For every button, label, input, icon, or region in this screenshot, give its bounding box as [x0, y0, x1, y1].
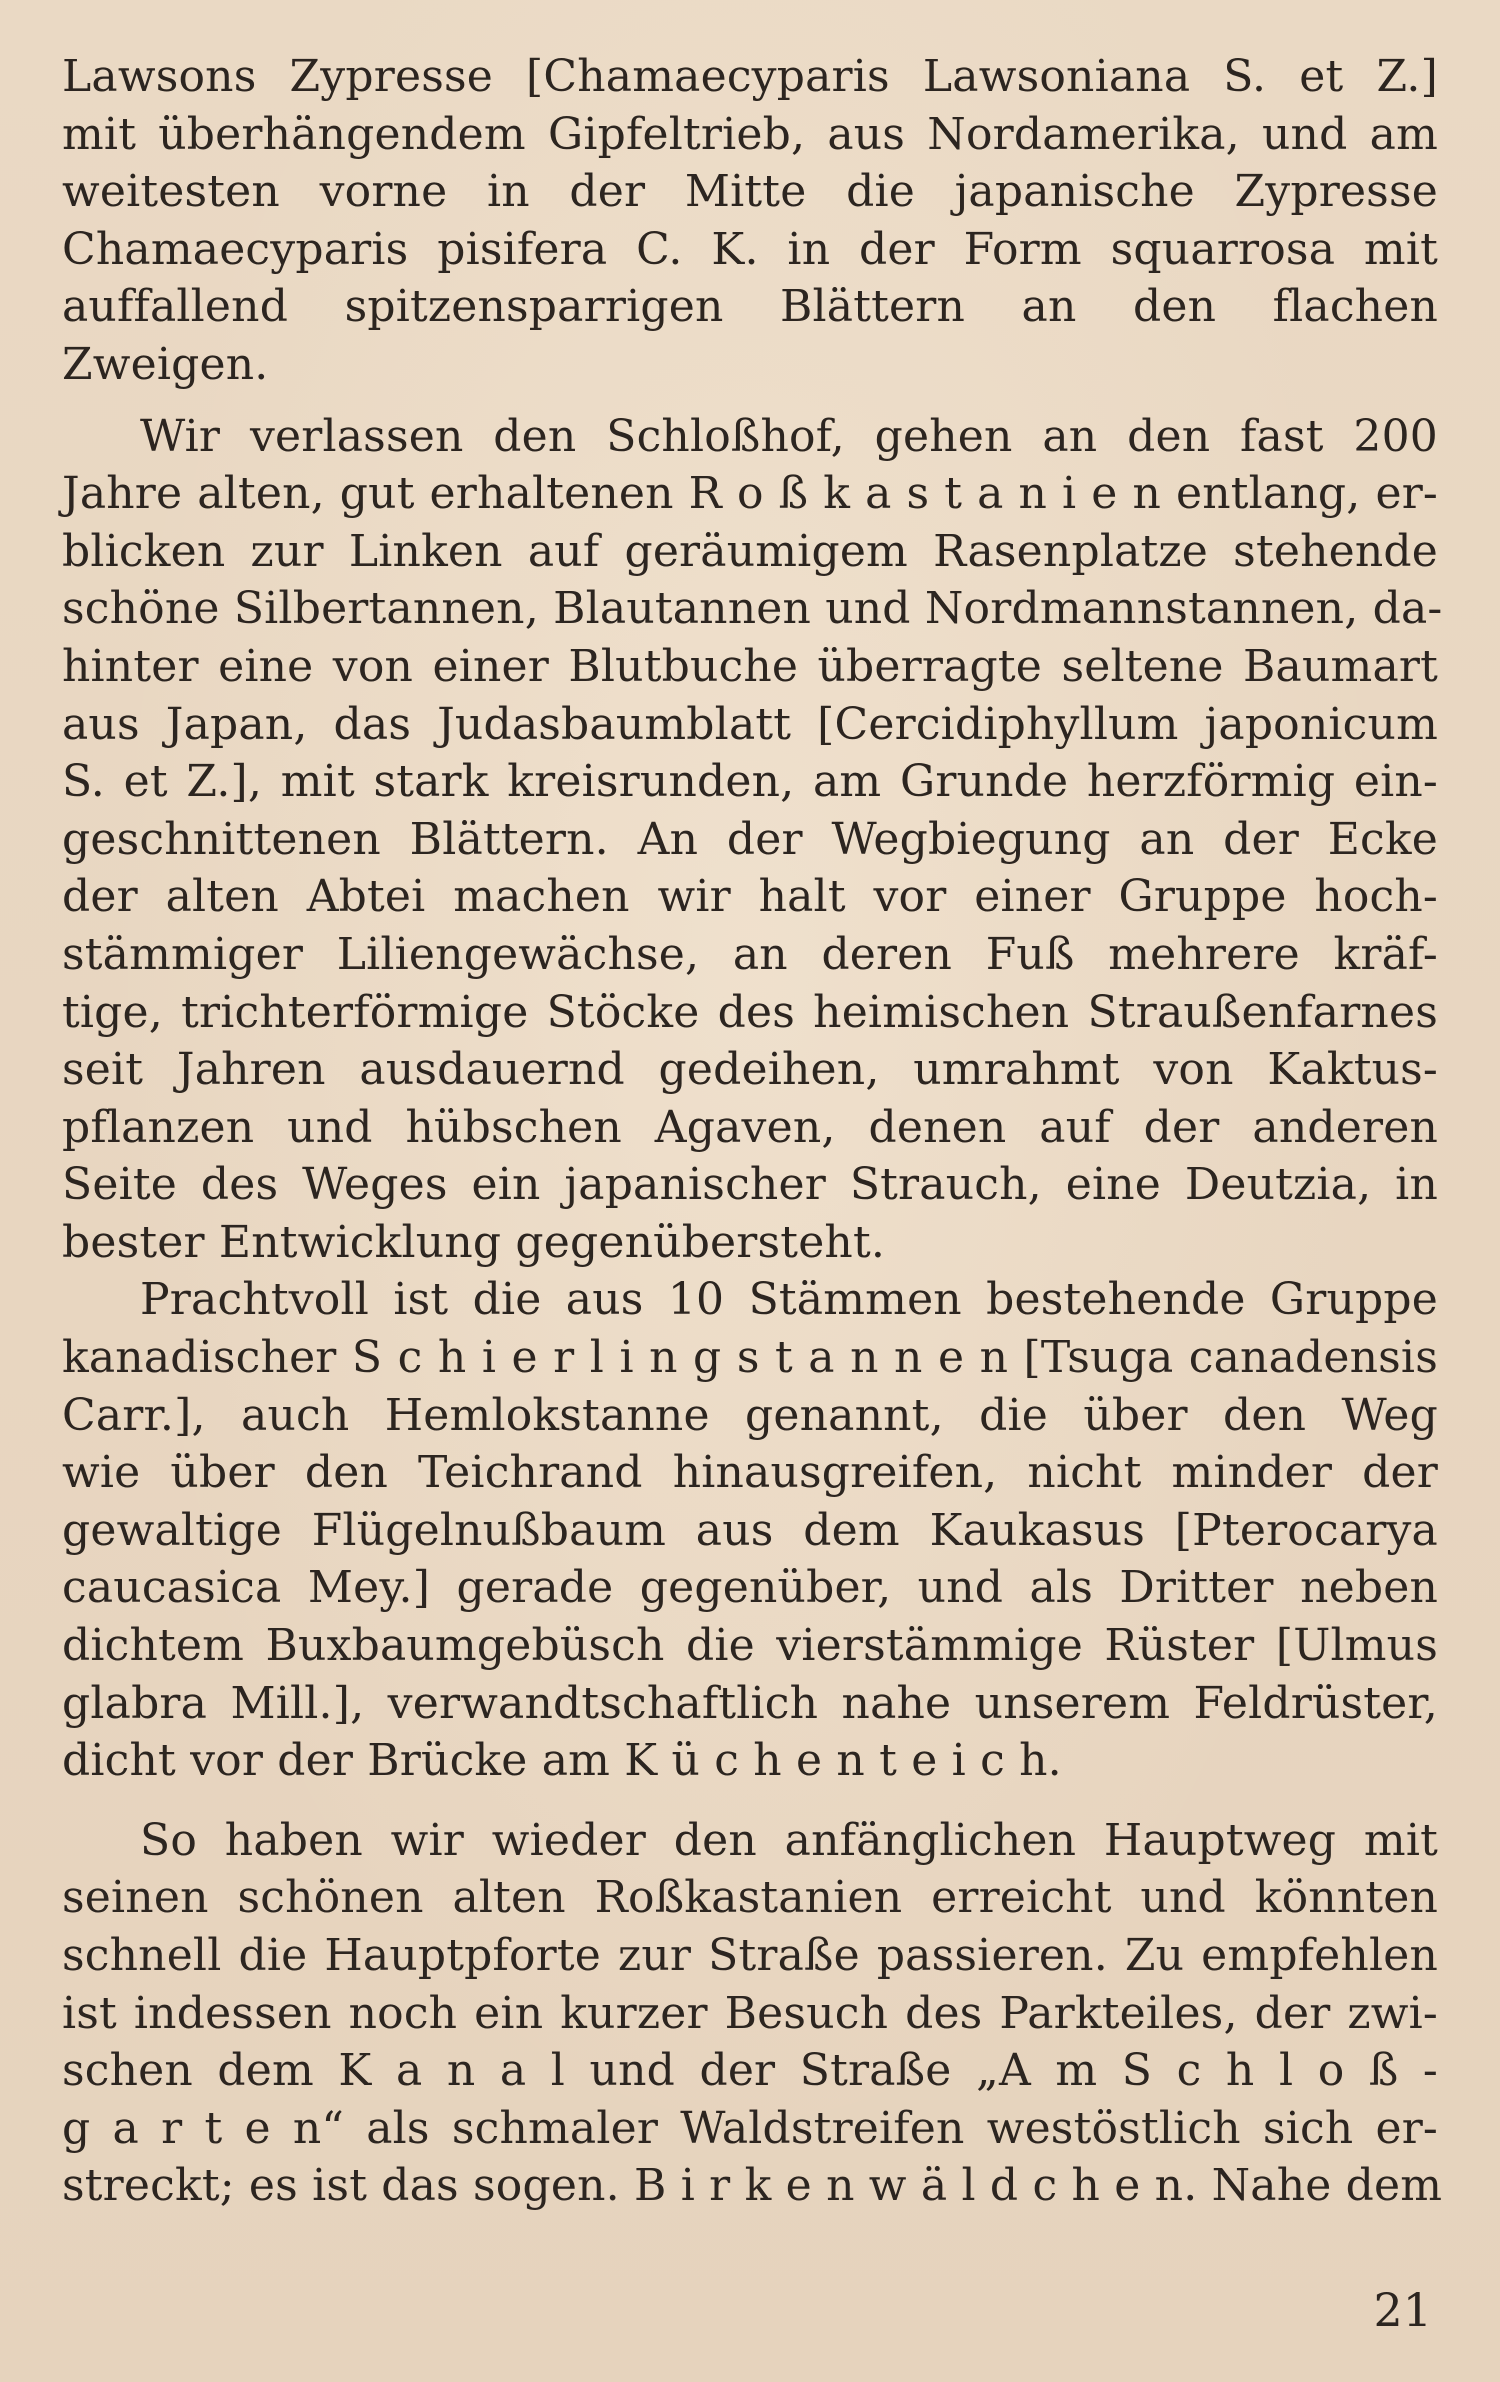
text-line: Carr.], auch Hemlokstanne genannt, die über den Weg — [62, 1389, 1438, 1441]
text-line: der alten Abtei machen wir halt vor einer Gruppe hoch- — [62, 871, 1438, 923]
text-line: Jahre alten, gut erhaltenen R o ß k a s t a n i e n entlang, er- — [62, 468, 1438, 520]
text-line: gewaltige Flügelnußbaum aus dem Kaukasus [Pterocarya — [62, 1504, 1438, 1556]
text-line: tige, trichterförmige Stöcke des heimischen Straußenfarnes — [62, 986, 1438, 1038]
text-line: kanadischer S c h i e r l i n g s t a n n e n [Tsuga canadensis — [62, 1332, 1438, 1384]
text-line: Seite des Weges ein japanischer Strauch, eine Deutzia, in — [62, 1159, 1438, 1211]
text-line: Prachtvoll ist die aus 10 Stämmen bestehende Gruppe — [140, 1274, 1438, 1326]
text-line: bester Entwicklung gegenübersteht. — [62, 1216, 886, 1268]
text-line: So haben wir wieder den anfänglichen Hauptweg mit — [140, 1814, 1438, 1866]
text-line: wie über den Teichrand hinausgreifen, nicht minder der — [62, 1447, 1438, 1499]
text-line: mit überhängendem Gipfeltrieb, aus Nordamerika, und am — [62, 108, 1438, 160]
text-line: Lawsons Zypresse [Chamaecyparis Lawsoniana S. et Z.] — [62, 51, 1438, 102]
text-line: aus Japan, das Judasbaumblatt [Cercidiphyllum japonicum — [62, 698, 1438, 750]
text-line: schöne Silbertannen, Blautannen und Nordmannstannen, da- — [62, 583, 1443, 635]
text-line: schnell die Hauptpforte zur Straße passieren. Zu empfehlen — [62, 1930, 1438, 1981]
text-line: g a r t e n“ als schmaler Waldstreifen westöstlich sich er- — [62, 2102, 1438, 2154]
text-line: caucasica Mey.] gerade gegenüber, und als Dritter neben — [62, 1562, 1438, 1614]
text-line: stämmiger Liliengewächse, an deren Fuß mehrere kräf- — [62, 928, 1438, 980]
text-line: seit Jahren ausdauernd gedeihen, umrahmt von Kaktus- — [62, 1044, 1438, 1096]
text-line: dicht vor der Brücke am K ü c h e n t e i c h. — [62, 1735, 1062, 1787]
text-line: streckt; es ist das sogen. B i r k e n w ä l d c h e n. Nahe dem — [62, 2160, 1443, 2212]
paragraph-4 — [62, 1812, 1443, 2215]
text-line: Wir verlassen den Schloßhof, gehen an den fast 200 — [140, 410, 1438, 462]
text-line: ist indessen noch ein kurzer Besuch des Parkteiles, der zwi- — [62, 1987, 1438, 2039]
paragraph-2 — [62, 408, 1443, 1272]
body-text — [62, 48, 1443, 2215]
text-line: hinter eine von einer Blutbuche überragte seltene Baumart — [62, 640, 1438, 692]
paragraph-3 — [62, 1271, 1438, 1789]
text-line: pflanzen und hübschen Agaven, denen auf der anderen — [62, 1101, 1438, 1153]
text-line: weitesten vorne in der Mitte die japanische Zypresse — [62, 166, 1438, 218]
text-line: S. et Z.], mit stark kreisrunden, am Grunde herzförmig ein- — [62, 756, 1438, 808]
text-line: Zweigen. — [62, 338, 269, 390]
text-line: dichtem Buxbaumgebüsch die vierstämmige Rüster [Ulmus — [62, 1620, 1438, 1672]
text-line: schen dem K a n a l und der Straße „A m S c h l o ß - — [62, 2045, 1438, 2097]
page-number: 21 — [1373, 2283, 1432, 2337]
text-line: seinen schönen alten Roßkastanien erreicht und könnten — [62, 1872, 1438, 1924]
paragraph-1 — [62, 48, 1438, 394]
text-line: glabra Mill.], verwandtschaftlich nahe unserem Feldrüster, — [62, 1677, 1438, 1729]
text-line: geschnittenen Blättern. An der Wegbiegung an der Ecke — [62, 813, 1438, 865]
text-line: Chamaecyparis pisifera C. K. in der Form squarrosa mit — [62, 223, 1438, 275]
text-line: auffallend spitzensparrigen Blättern an den flachen — [62, 281, 1438, 333]
text-line: blicken zur Linken auf geräumigem Rasenplatze stehende — [62, 525, 1438, 577]
